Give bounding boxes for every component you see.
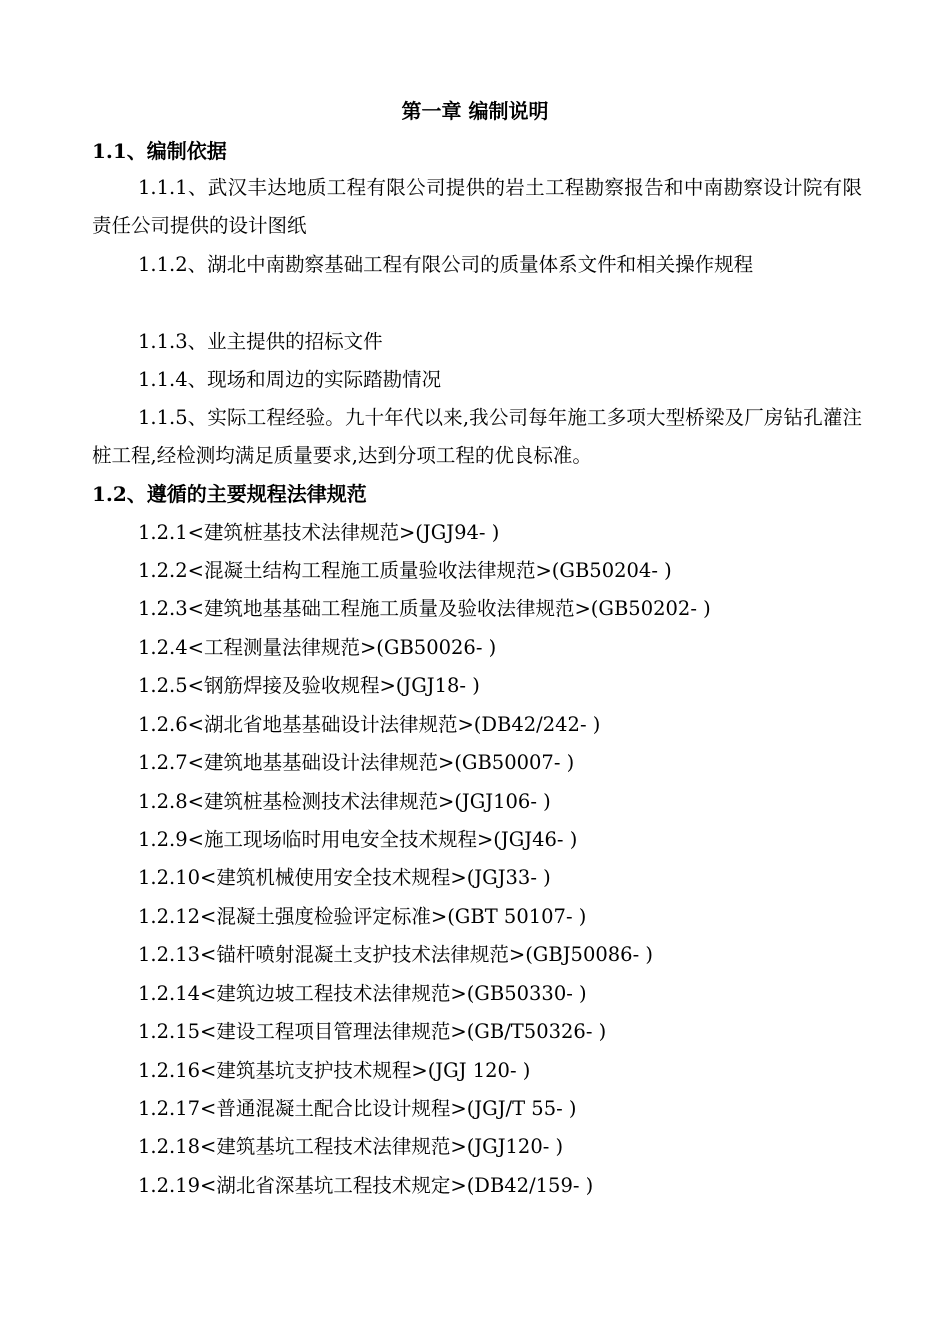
standard-item: 1.2.10<建筑机械使用安全技术规程>(JGJ33- ) — [138, 866, 551, 889]
basis-paragraph-1: 1.1.1、武汉丰达地质工程有限公司提供的岩土工程勘察报告和中南勘察设计院有限责任公司提供的设计图纸 — [92, 176, 862, 237]
standard-item: 1.2.3<建筑地基基础工程施工质量及验收法律规范>(GB50202- ) — [138, 597, 711, 620]
standard-item: 1.2.14<建筑边坡工程技术法律规范>(GB50330- ) — [138, 982, 587, 1005]
standard-item: 1.2.1<建筑桩基技术法律规范>(JGJ94- ) — [138, 521, 500, 544]
chapter-title: 第一章 编制说明 — [401, 99, 549, 123]
standard-item: 1.2.9<施工现场临时用电安全技术规程>(JGJ46- ) — [138, 828, 578, 851]
standard-item: 1.2.18<建筑基坑工程技术法律规范>(JGJ120- ) — [138, 1135, 564, 1158]
standard-item: 1.2.16<建筑基坑支护技术规程>(JGJ 120- ) — [138, 1059, 531, 1082]
standard-item: 1.2.15<建设工程项目管理法律规范>(GB/T50326- ) — [138, 1020, 607, 1043]
standard-item: 1.2.5<钢筋焊接及验收规程>(JGJ18- ) — [138, 674, 480, 697]
section-heading-basis: 1.1、编制依据 — [92, 139, 227, 163]
basis-paragraph-3: 1.1.3、业主提供的招标文件 — [138, 330, 383, 353]
standard-item: 1.2.8<建筑桩基检测技术法律规范>(JGJ106- ) — [138, 790, 551, 813]
standard-item: 1.2.7<建筑地基基础设计法律规范>(GB50007- ) — [138, 751, 575, 774]
basis-paragraph-5: 1.1.5、实际工程经验。九十年代以来,我公司每年施工多项大型桥梁及厂房钻孔灌注桩工程,经检测均满足质量要求,达到分项工程的优良标准。 — [92, 406, 862, 467]
standard-item: 1.2.12<混凝土强度检验评定标准>(GBT 50107- ) — [138, 905, 587, 928]
standard-item: 1.2.17<普通混凝土配合比设计规程>(JGJ/T 55- ) — [138, 1097, 577, 1120]
standard-item: 1.2.13<锚杆喷射混凝土支护技术法律规范>(GBJ50086- ) — [138, 943, 653, 966]
standard-item: 1.2.4<工程测量法律规范>(GB50026- ) — [138, 636, 497, 659]
standard-item: 1.2.2<混凝土结构工程施工质量验收法律规范>(GB50204- ) — [138, 559, 672, 582]
basis-paragraph-4: 1.1.4、现场和周边的实际踏勘情况 — [138, 368, 442, 391]
standard-item: 1.2.6<湖北省地基基础设计法律规范>(DB42/242- ) — [138, 713, 601, 736]
section-heading-standards: 1.2、遵循的主要规程法律规范 — [92, 482, 367, 506]
standard-item: 1.2.19<湖北省深基坑工程技术规定>(DB42/159- ) — [138, 1174, 594, 1197]
basis-paragraph-2: 1.1.2、湖北中南勘察基础工程有限公司的质量体系文件和相关操作规程 — [138, 253, 754, 276]
